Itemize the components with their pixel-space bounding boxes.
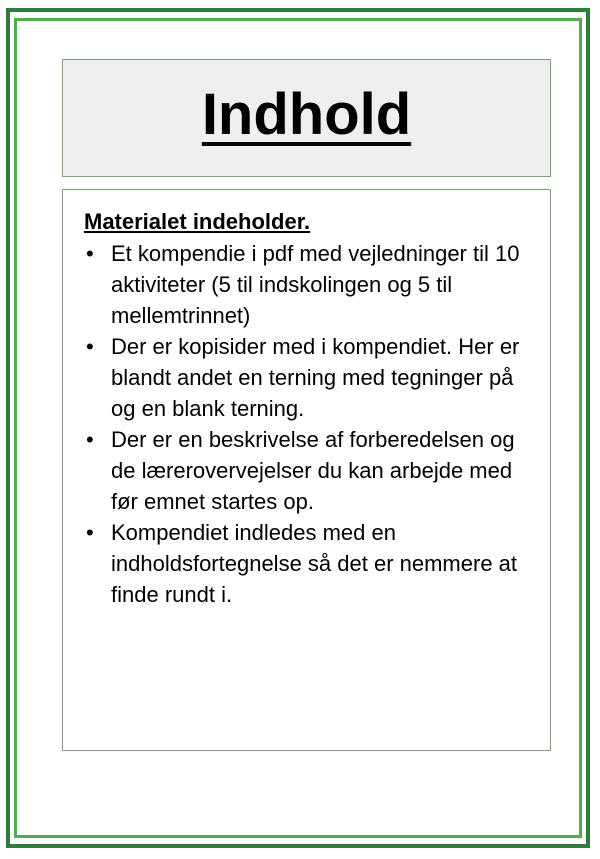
title-box: [62, 59, 551, 177]
page-title: Indhold: [201, 82, 412, 147]
list-item-text: Der er kopisider med i kompendiet. Her er blandt andet en terning med tegninger på og en blank terning.: [111, 334, 520, 421]
list-item: [84, 517, 534, 610]
bullet-icon: •: [86, 427, 94, 452]
content-list: [84, 238, 534, 610]
bullet-icon: •: [86, 241, 94, 266]
list-item: [84, 238, 534, 331]
content-box: [62, 189, 551, 751]
section-heading: Materialet indeholder.: [84, 209, 311, 234]
list-item: [84, 331, 534, 424]
list-item-text: Et kompendie i pdf med vejledninger til 10 aktiviteter (5 til indskolingen og 5 til mellemtrinnet): [111, 241, 520, 328]
bullet-icon: •: [86, 334, 94, 359]
list-item-text: Kompendiet indledes med en indholdsfortegnelse så det er nemmere at finde rundt i.: [111, 520, 518, 607]
list-item-text: Der er en beskrivelse af forberedelsen og de lærerovervejelser du kan arbejde med før emnet startes op.: [111, 427, 515, 514]
bullet-icon: •: [86, 520, 94, 545]
list-item: [84, 424, 534, 517]
